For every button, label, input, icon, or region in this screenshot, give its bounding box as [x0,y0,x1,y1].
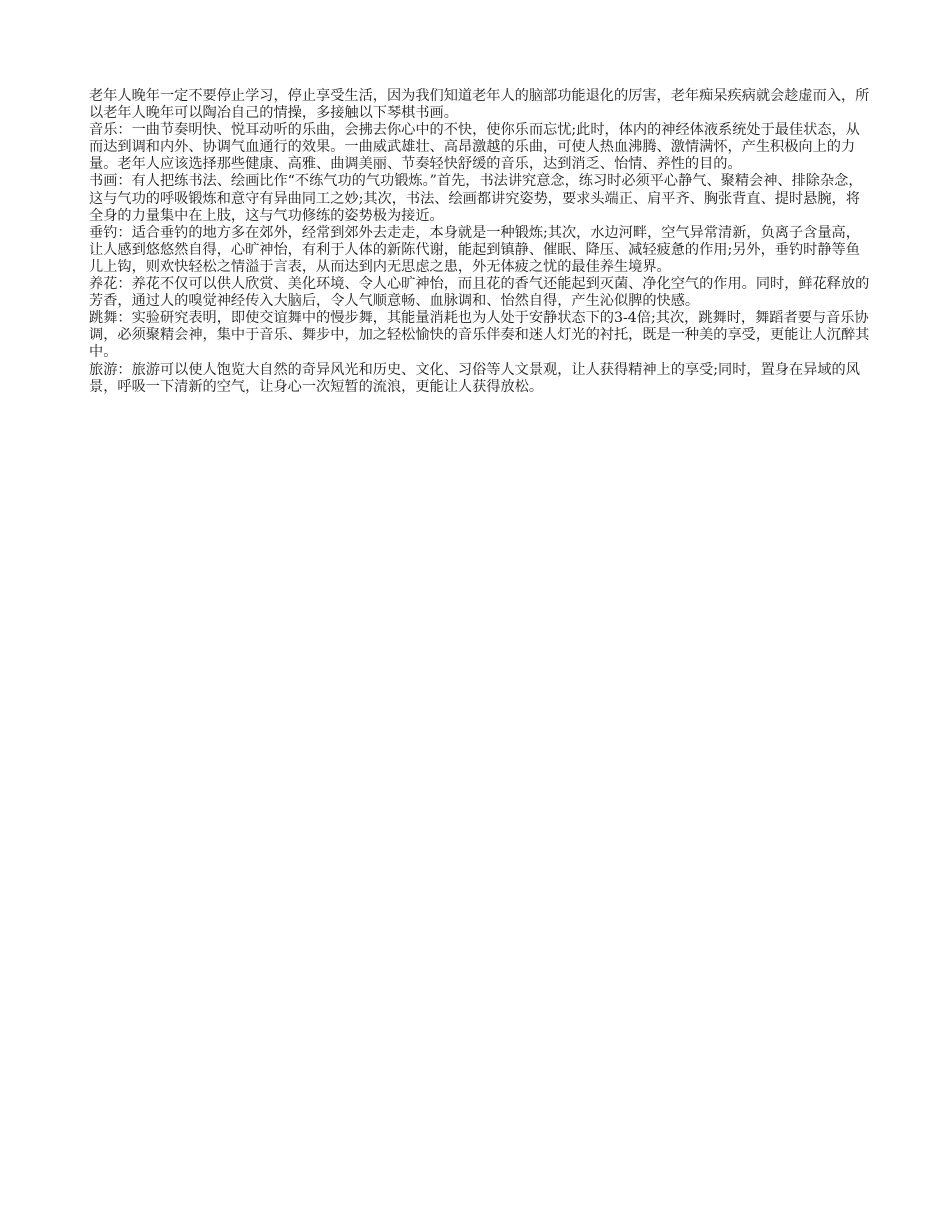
paragraph-text: 适合垂钓的地方多在郊外，经常到郊外去走走，本身就是一种锻炼;其次，水边河畔，空气异常清新，负离子含量高，让人感到悠悠然自得，心旷神怡，有利于人体的新陈代谢，能起到镇静、催眠、降压、减轻疲惫的作用;另外，垂钓时静等鱼儿上钩，则欢快轻松之情溢于言表，从而达到内无思虑之患，外无体疲之忧的最佳养生境界。 [89,224,860,275]
paragraph-lead: 音乐： [89,122,132,139]
music-paragraph [89,122,871,173]
paragraph-lead: 旅游： [89,361,132,378]
paragraph-lead: 跳舞： [89,310,132,327]
paragraph-text: 实验研究表明，即使交谊舞中的慢步舞，其能量消耗也为人处于安静状态下的3-4倍;其次，跳舞时，舞蹈者要与音乐协调，必须聚精会神，集中于音乐、舞步中，加之轻松愉快的音乐伴奏和迷人灯光的衬托，既是一种美的享受，更能让人沉醉其中。 [89,310,870,361]
paragraph-lead: 书画： [89,173,132,190]
paragraph-lead: 养花： [89,276,132,293]
intro-paragraph [89,88,871,122]
paragraph-text: 有人把练书法、绘画比作“不练气功的气功锻炼。”首先，书法讲究意念，练习时必须平心静气、聚精会神、排除杂念，这与气功的呼吸锻炼和意守有异曲同工之妙;其次，书法、绘画都讲究姿势，要求头端正、肩平齐、胸张背直、提时悬腕，将全身的力量集中在上肢，这与气功修练的姿势极为接近。 [89,173,863,224]
paragraph-text: 旅游可以使人饱览大自然的奇异风光和历史、文化、习俗等人文景观，让人获得精神上的享受;同时，置身在异域的风景，呼吸一下清新的空气，让身心一次短暂的流浪，更能让人获得放松。 [89,361,860,395]
paragraph-text: 养花不仅可以供人欣赏、美化环境、令人心旷神怡，而且花的香气还能起到灭菌、净化空气的作用。同时，鲜花释放的芳香，通过人的嗅觉神经传入大脑后，令人气顺意畅、血脉调和、怡然自得，产生沁似脾的快感。 [89,276,870,310]
document-body [89,88,871,396]
gardening-paragraph [89,276,871,310]
travel-paragraph [89,362,871,396]
paragraph-lead: 垂钓： [89,224,132,241]
paragraph-text: 一曲节奏明快、悦耳动听的乐曲，会拂去你心中的不快，使你乐而忘忧;此时，体内的神经体液系统处于最佳状态，从而达到调和内外、协调气血通行的效果。一曲威武雄壮、高昂激越的乐曲，可使人热血沸腾、激情满怀，产生积极向上的力量。老年人应该选择那些健康、高雅、曲调美丽、节奏轻快舒缓的音乐，达到消乏、怡情、养性的目的。 [89,122,860,173]
dancing-paragraph [89,310,871,361]
calligraphy-painting-paragraph [89,173,871,224]
fishing-paragraph [89,225,871,276]
paragraph-text: 老年人晚年一定不要停止学习，停止享受生活，因为我们知道老年人的脑部功能退化的厉害，老年痴呆疾病就会趁虚而入，所以老年人晚年可以陶冶自己的情操，多接触以下琴棋书画。 [89,88,870,122]
